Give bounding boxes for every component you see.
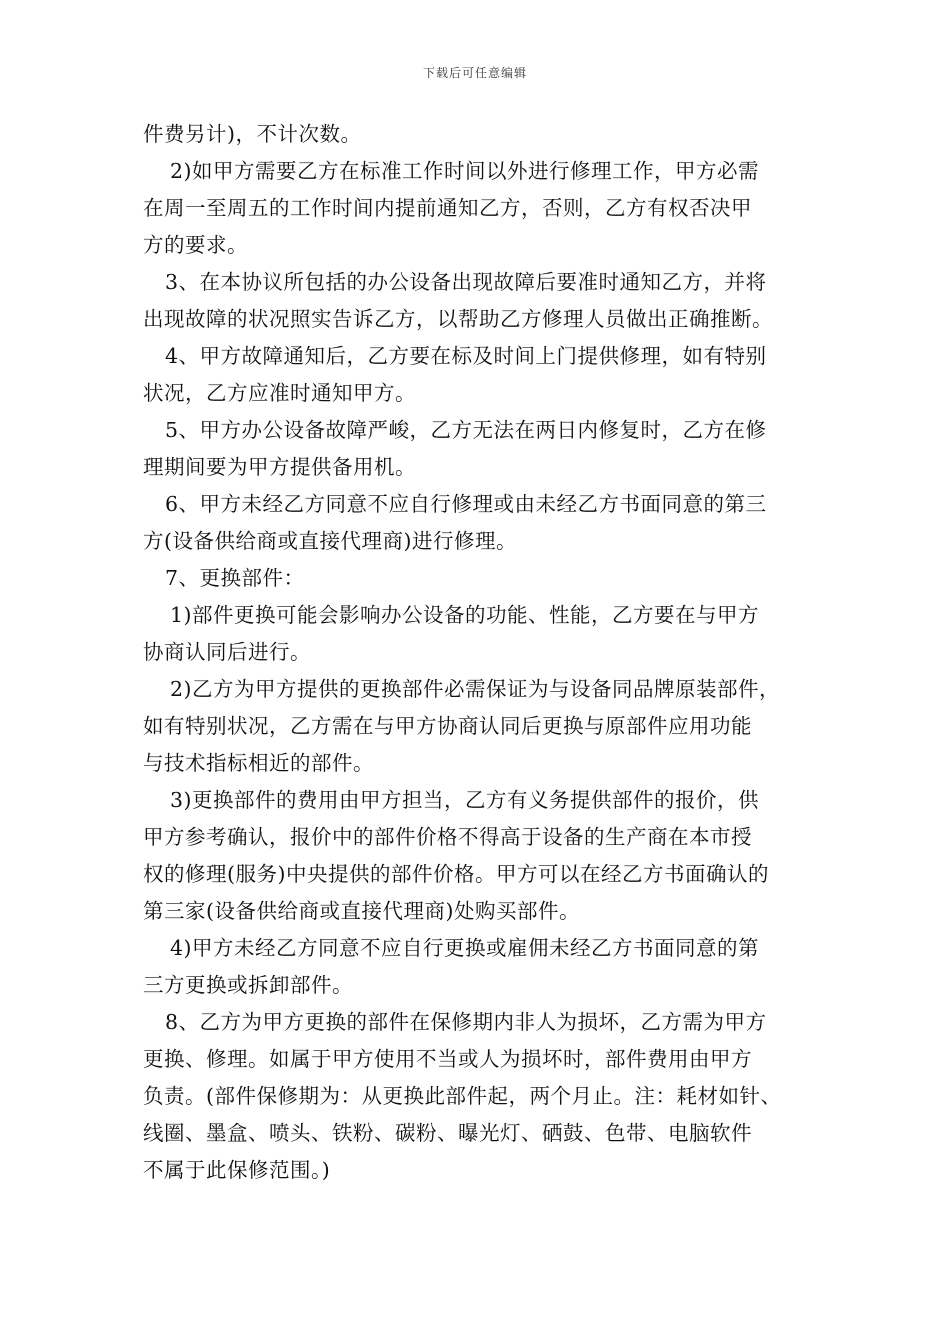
text-line: 2)如甲方需要乙方在标准工作时间以外进行修理工作，甲方必需 xyxy=(170,159,760,183)
text-line: 在周一至周五的工作时间内提前通知乙方，否则，乙方有权否决甲 xyxy=(143,196,752,220)
text-line: 理期间要为甲方提供备用机。 xyxy=(143,455,416,479)
text-line: 三方更换或拆卸部件。 xyxy=(143,973,353,997)
text-line: 2)乙方为甲方提供的更换部件必需保证为与设备同品牌原装部件， xyxy=(170,677,781,701)
text-line: 甲方参考确认，报价中的部件价格不得高于设备的生产商在本市授 xyxy=(143,825,752,849)
text-line: 协商认同后进行。 xyxy=(143,640,311,664)
text-line: 1)部件更换可能会影响办公设备的功能、性能，乙方要在与甲方 xyxy=(170,603,760,627)
text-line: 状况，乙方应准时通知甲方。 xyxy=(143,381,416,405)
text-line: 6、甲方未经乙方同意不应自行修理或由未经乙方书面同意的第三 xyxy=(165,492,767,516)
text-line: 方(设备供给商或直接代理商)进行修理。 xyxy=(143,529,517,553)
text-line: 4)甲方未经乙方同意不应自行更换或雇佣未经乙方书面同意的第 xyxy=(170,936,760,960)
text-line: 方的要求。 xyxy=(143,233,248,257)
text-line: 3、在本协议所包括的办公设备出现故障后要准时通知乙方，并将 xyxy=(165,270,767,294)
page-header: 下载后可任意编辑 xyxy=(422,66,527,80)
text-line: 出现故障的状况照实告诉乙方，以帮助乙方修理人员做出正确推断。 xyxy=(143,307,773,331)
text-line: 7、更换部件： xyxy=(165,566,305,590)
text-line: 件费另计)，不计次数。 xyxy=(143,122,362,146)
text-line: 5、甲方办公设备故障严峻，乙方无法在两日内修复时，乙方在修 xyxy=(165,418,767,442)
text-line: 8、乙方为甲方更换的部件在保修期内非人为损坏，乙方需为甲方 xyxy=(165,1010,767,1034)
text-line: 与技术指标相近的部件。 xyxy=(143,751,374,775)
text-line: 4、甲方故障通知后，乙方要在标及时间上门提供修理，如有特别 xyxy=(165,344,767,368)
text-line: 如有特别状况，乙方需在与甲方协商认同后更换与原部件应用功能 xyxy=(143,714,752,738)
text-line: 更换、修理。如属于甲方使用不当或人为损坏时，部件费用由甲方 xyxy=(143,1047,752,1071)
text-line: 负责。(部件保修期为：从更换此部件起，两个月止。注：耗材如针、 xyxy=(143,1084,782,1108)
text-line: 线圈、墨盒、喷头、铁粉、碳粉、曝光灯、硒鼓、色带、电脑软件 xyxy=(143,1121,752,1145)
text-line: 权的修理(服务)中央提供的部件价格。甲方可以在经乙方书面确认的 xyxy=(143,862,769,886)
text-line: 不属于此保修范围。) xyxy=(143,1158,331,1182)
document-body xyxy=(143,116,833,1189)
text-line: 3)更换部件的费用由甲方担当，乙方有义务提供部件的报价，供 xyxy=(170,788,760,812)
text-line: 第三家(设备供给商或直接代理商)处购买部件。 xyxy=(143,899,580,923)
